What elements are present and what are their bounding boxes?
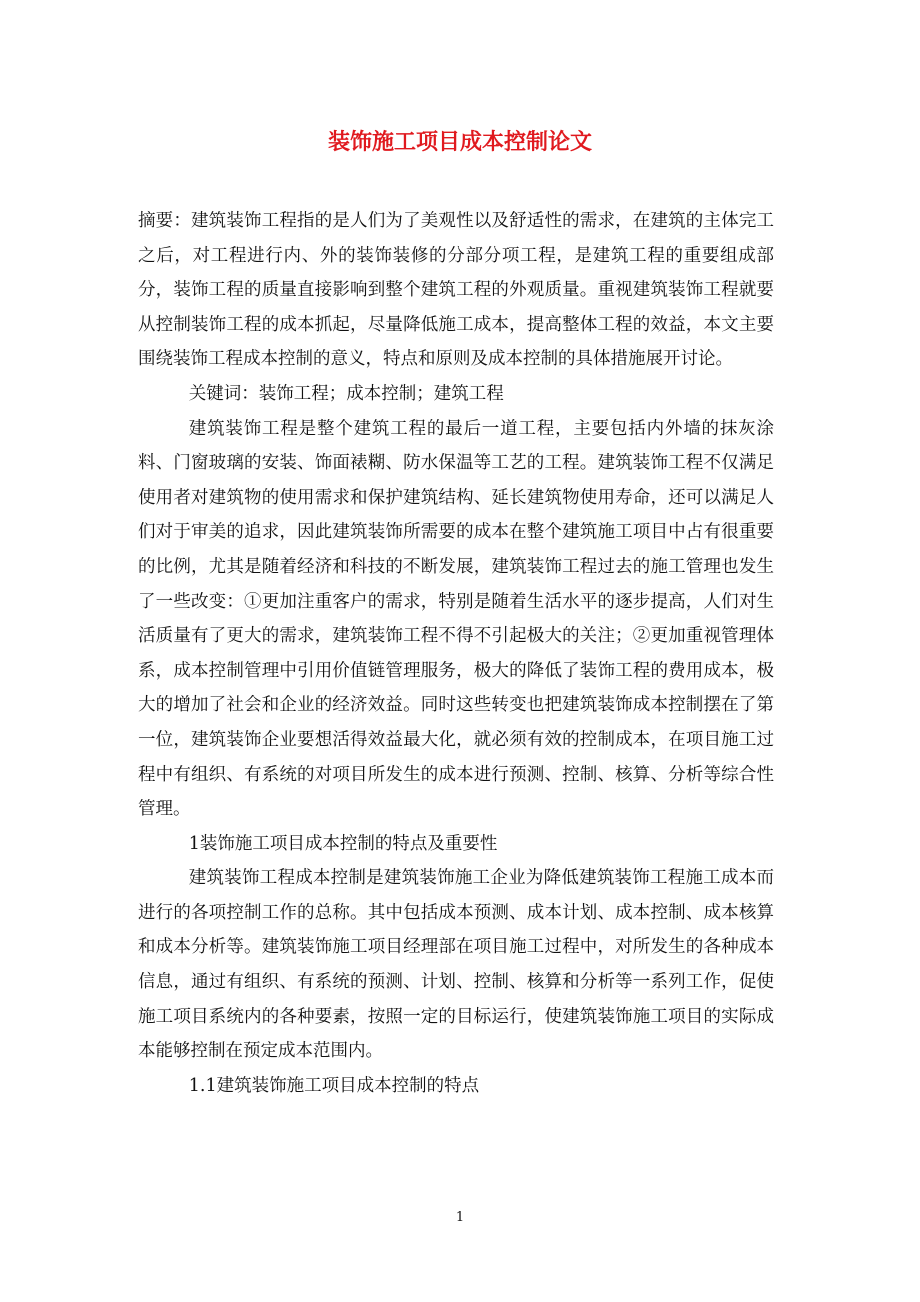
subsection-heading-1-1: 1.1建筑装饰施工项目成本控制的特点 — [188, 1075, 480, 1096]
page-number: 1 — [455, 1210, 465, 1225]
document-body — [138, 204, 774, 1103]
abstract-paragraph: 摘要：建筑装饰工程指的是人们为了美观性以及舒适性的需求，在建筑的主体完工之后，对工程进行内、外的装饰装修的分部分项工程，是建筑工程的重要组成部分，装饰工程的质量直接影响到整个建筑工程的外观质量。重视建筑装饰工程就要从控制装饰工程的成本抓起，尽量降低施工成本，提高整体工程的效益，本文主要围绕装饰工程成本控制的意义，特点和原则及成本控制的具体措施展开讨论。 — [138, 211, 774, 370]
section-1-paragraph: 建筑装饰工程成本控制是建筑装饰施工企业为降低建筑装饰工程施工成本而进行的各项控制工作的总称。其中包括成本预测、成本计划、成本控制、成本核算和成本分析等。建筑装饰施工项目经理部在项目施工过程中，对所发生的各种成本信息，通过有组织、有系统的预测、计划、控制、核算和分析等一系列工作，促使施工项目系统内的各种要素，按照一定的目标运行，使建筑装饰施工项目的实际成本能够控制在预定成本范围内。 — [138, 868, 774, 1062]
intro-paragraph: 建筑装饰工程是整个建筑工程的最后一道工程，主要包括内外墙的抹灰涂料、门窗玻璃的安装、饰面裱糊、防水保温等工艺的工程。建筑装饰工程不仅满足使用者对建筑物的使用需求和保护建筑结构、延长建筑物使用寿命，还可以满足人们对于审美的追求，因此建筑装饰所需要的成本在整个建筑施工项目中占有很重要的比例，尤其是随着经济和科技的不断发展，建筑装饰工程过去的施工管理也发生了一些改变：①更加注重客户的需求，特别是随着生活水平的逐步提高，人们对生活质量有了更大的需求，建筑装饰工程不得不引起极大的关注；②更加重视管理体系，成本控制管理中引用价值链管理服务，极大的降低了装饰工程的费用成本，极大的增加了社会和企业的经济效益。同时这些转变也把建筑装饰成本控制摆在了第一位，建筑装饰企业要想活得效益最大化，就必须有效的控制成本，在项目施工过程中有组织、有系统的对项目所发生的成本进行预测、控制、核算、分析等综合性管理。 — [138, 418, 774, 820]
keywords-paragraph: 关键词：装饰工程；成本控制；建筑工程 — [188, 383, 504, 404]
section-heading-1: 1装饰施工项目成本控制的特点及重要性 — [188, 833, 498, 854]
document-title: 装饰施工项目成本控制论文 — [327, 129, 592, 155]
